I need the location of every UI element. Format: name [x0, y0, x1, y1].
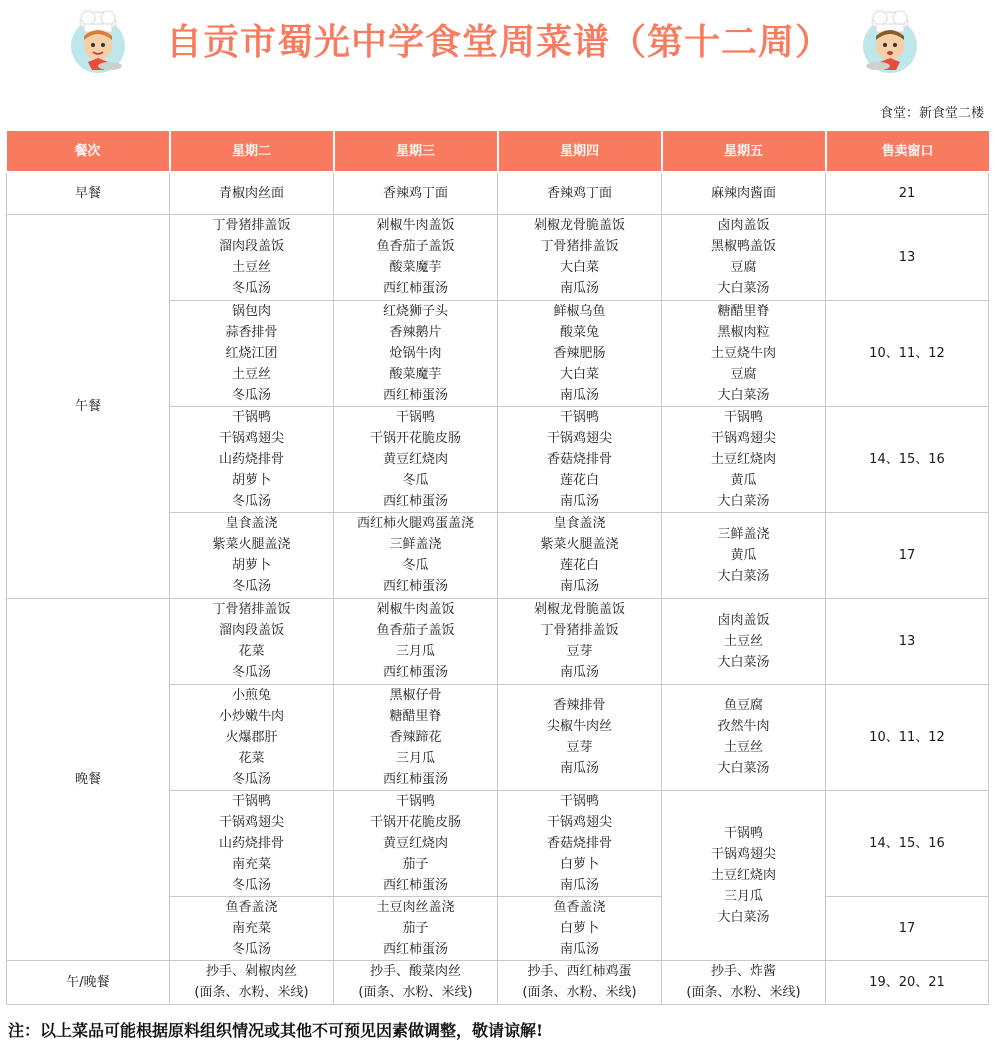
dish-item: 溜肉段盖饭 — [218, 239, 284, 254]
dish-item: 南瓜汤 — [559, 387, 599, 403]
dish-item: 三鲜盖浇 — [717, 526, 770, 542]
dish-item: (面条、水粉、米线) — [358, 985, 473, 1000]
dish-item: 三月瓜 — [395, 644, 435, 659]
dish-item: 三月瓜 — [723, 888, 763, 904]
dish-item: 土豆丝 — [723, 740, 763, 755]
dish-item: 黄豆红烧肉 — [382, 835, 448, 851]
dish-item: 蒜香排骨 — [225, 324, 278, 340]
dish-cell — [498, 512, 662, 598]
dish-item: 黑椒鸭盖饭 — [710, 239, 776, 254]
dish-item: 冬瓜汤 — [231, 579, 271, 594]
dish-item: 南充菜 — [231, 920, 271, 936]
dish-cell — [334, 790, 498, 896]
window-cell: 17 — [826, 512, 989, 598]
dish-item: 西红柿蛋汤 — [382, 579, 448, 594]
dish-item: 南瓜汤 — [559, 579, 599, 594]
dish-item: 三鲜盖浇 — [389, 537, 442, 552]
dish-cell — [334, 214, 498, 300]
menu-body — [7, 172, 989, 1004]
column-header: 星期五 — [662, 131, 826, 172]
dish-item: 白萝卜 — [559, 920, 599, 936]
dish-item: 干锅鸡翅尖 — [710, 846, 776, 862]
dish-item: 酸菜魔芋 — [389, 260, 442, 275]
dish-item: 抄手、剁椒肉丝 — [205, 964, 297, 979]
dish-item: 花菜 — [238, 750, 265, 766]
dish-item: 南瓜汤 — [559, 493, 599, 509]
dish-item: 香菇烧排骨 — [546, 451, 612, 467]
dish-item: 土豆肉丝盖浇 — [376, 899, 455, 915]
dish-item: 鱼香盖浇 — [553, 899, 606, 915]
dish-item: 香菇烧排骨 — [546, 835, 612, 851]
dish-item: 土豆烧牛肉 — [710, 345, 776, 361]
dish-item: 黑椒仔骨 — [389, 687, 442, 703]
table-row — [7, 214, 989, 300]
dish-item: 南瓜汤 — [559, 761, 599, 776]
dish-item: 干锅鸭 — [559, 793, 599, 809]
dish-item: 干锅开花脆皮肠 — [369, 430, 461, 446]
dish-cell — [170, 896, 334, 960]
page-header — [0, 0, 998, 90]
dish-item: 鱼香盖浇 — [225, 899, 278, 915]
dish-cell — [498, 406, 662, 512]
dish-item: 黄豆红烧肉 — [382, 451, 448, 467]
dish-item: 西红柿蛋汤 — [382, 493, 448, 509]
dish-item: 丁骨猪排盖饭 — [212, 602, 291, 617]
dish-cell: 麻辣肉酱面 — [662, 172, 826, 214]
dish-item: 香辣鹅片 — [389, 324, 442, 340]
dish-item: 溜肉段盖饭 — [218, 623, 284, 638]
dish-cell — [170, 300, 334, 406]
dish-cell — [170, 684, 334, 790]
dish-item: 茄子 — [402, 920, 429, 936]
dish-item: 剁椒牛肉盖饭 — [376, 218, 455, 233]
dish-item: 南瓜汤 — [559, 665, 599, 680]
dish-cell — [334, 406, 498, 512]
dish-item: 土豆丝 — [231, 366, 271, 382]
window-cell: 10、11、12 — [826, 684, 989, 790]
dish-item: 豆芽 — [566, 644, 593, 659]
dish-item: 豆腐 — [730, 366, 757, 382]
dish-item: 冬瓜汤 — [231, 941, 271, 957]
dish-item: 大白菜汤 — [717, 654, 770, 670]
table-row — [7, 598, 989, 684]
dish-item: 茄子 — [402, 856, 429, 872]
dish-cell — [662, 684, 826, 790]
dish-item: (面条、水粉、米线) — [686, 985, 801, 1000]
chef-mascot-icon — [858, 6, 922, 76]
canteen-location: 食堂：新食堂二楼 — [879, 106, 984, 121]
dish-item: 山药烧排骨 — [218, 451, 284, 467]
dish-item: 胡萝卜 — [231, 558, 271, 573]
dish-cell — [662, 512, 826, 598]
dish-item: 皇食盖浇 — [553, 516, 606, 531]
dish-item: 冬瓜汤 — [231, 877, 271, 893]
window-cell: 10、11、12 — [826, 300, 989, 406]
dish-cell — [334, 896, 498, 960]
dish-item: 干锅鸡翅尖 — [546, 814, 612, 830]
dish-item: 冬瓜汤 — [231, 281, 271, 296]
dish-item: 干锅鸡翅尖 — [710, 430, 776, 446]
dish-item: 西红柿蛋汤 — [382, 941, 448, 957]
dish-item: 酸菜魔芋 — [389, 366, 442, 382]
dish-item: 南瓜汤 — [559, 877, 599, 893]
dish-item: 黑椒肉粒 — [717, 324, 770, 340]
dish-item: 西红柿蛋汤 — [382, 771, 448, 787]
dish-item: 小炒嫩牛肉 — [218, 708, 284, 724]
dish-item: 红烧狮子头 — [382, 303, 448, 319]
page-title: 自贡市蜀光中学食堂周菜谱（第十二周） — [165, 22, 832, 63]
window-cell: 17 — [826, 896, 989, 960]
window-cell: 13 — [826, 214, 989, 300]
dish-item: 西红柿蛋汤 — [382, 877, 448, 893]
meal-label: 午/晚餐 — [7, 960, 170, 1004]
dish-cell — [170, 598, 334, 684]
dish-item: 冬瓜汤 — [231, 493, 271, 509]
dish-item: 抄手、酸菜肉丝 — [369, 964, 461, 979]
dish-item: 鱼香茄子盖饭 — [376, 623, 455, 638]
dish-item: 南瓜汤 — [559, 281, 599, 296]
dish-item: 香辣排骨 — [553, 698, 606, 713]
dish-item: 土豆红烧肉 — [710, 867, 776, 883]
dish-item: 大白菜 — [559, 366, 599, 382]
dish-item: 西红柿蛋汤 — [382, 387, 448, 403]
dish-item: 大白菜汤 — [717, 281, 770, 296]
dish-cell — [662, 598, 826, 684]
window-cell: 14、15、16 — [826, 406, 989, 512]
dish-item: 大白菜汤 — [717, 909, 770, 925]
dish-cell: 香辣鸡丁面 — [334, 172, 498, 214]
meal-label: 午餐 — [7, 214, 170, 598]
dish-item: 干锅鸡翅尖 — [218, 814, 284, 830]
dish-item: 胡萝卜 — [231, 472, 271, 488]
dish-item: 西红柿火腿鸡蛋盖浇 — [356, 516, 474, 531]
dish-item: 干锅鸡翅尖 — [218, 430, 284, 446]
dish-item: 大白菜汤 — [717, 493, 770, 509]
dish-item: 西红柿蛋汤 — [382, 665, 448, 680]
dish-cell: 香辣鸡丁面 — [498, 172, 662, 214]
dish-item: 紫菜火腿盖浇 — [212, 537, 291, 552]
dish-item: 南充菜 — [231, 856, 271, 872]
dish-item: 丁骨猪排盖饭 — [540, 239, 619, 254]
dish-item: (面条、水粉、米线) — [522, 985, 637, 1000]
column-header: 售卖窗口 — [826, 131, 989, 172]
dish-cell — [662, 406, 826, 512]
dish-item: 白萝卜 — [559, 856, 599, 872]
dish-item: 土豆红烧肉 — [710, 451, 776, 467]
column-header: 星期四 — [498, 131, 662, 172]
dish-item: 炝锅牛肉 — [389, 345, 442, 361]
meal-label: 晚餐 — [7, 598, 170, 960]
dish-item: 豆腐 — [730, 260, 757, 275]
dish-item: 糖醋里脊 — [389, 708, 442, 724]
dish-item: 花菜 — [238, 644, 265, 659]
dish-item: 大白菜汤 — [717, 568, 770, 584]
table-row — [7, 172, 989, 214]
dish-cell: 青椒肉丝面 — [170, 172, 334, 214]
dish-cell — [662, 960, 826, 1004]
dish-cell — [334, 598, 498, 684]
dish-cell — [498, 598, 662, 684]
dish-cell — [334, 684, 498, 790]
dish-cell — [334, 300, 498, 406]
dish-item: (面条、水粉、米线) — [194, 985, 309, 1000]
dish-item: 鱼香茄子盖饭 — [376, 239, 455, 254]
dish-cell — [170, 960, 334, 1004]
dish-item: 剁椒牛肉盖饭 — [376, 602, 455, 617]
window-cell: 21 — [826, 172, 989, 214]
dish-item: 三月瓜 — [395, 750, 435, 766]
window-cell: 13 — [826, 598, 989, 684]
dish-cell — [498, 790, 662, 896]
dish-item: 鲜椒乌鱼 — [553, 303, 606, 319]
dish-item: 干锅鸭 — [723, 409, 763, 425]
dish-item: 抄手、炸酱 — [710, 964, 776, 979]
dish-item: 糖醋里脊 — [717, 303, 770, 319]
dish-item: 孜然牛肉 — [717, 719, 770, 734]
dish-item: 香辣蹄花 — [389, 729, 442, 745]
dish-cell — [498, 896, 662, 960]
dish-item: 冬瓜汤 — [231, 665, 271, 680]
dish-cell — [498, 684, 662, 790]
dish-item: 尖椒牛肉丝 — [546, 719, 612, 734]
dish-cell — [334, 960, 498, 1004]
dish-item: 西红柿蛋汤 — [382, 281, 448, 296]
dish-item: 香辣肥肠 — [553, 345, 606, 361]
dish-item: 豆芽 — [566, 740, 593, 755]
dish-item: 干锅鸭 — [231, 409, 271, 425]
dish-item: 莲花白 — [559, 558, 599, 573]
dish-item: 干锅鸡翅尖 — [546, 430, 612, 446]
table-row — [7, 960, 989, 1004]
dish-item: 卤肉盖饭 — [717, 612, 770, 628]
window-cell: 14、15、16 — [826, 790, 989, 896]
dish-item: 剁椒龙骨脆盖饭 — [533, 218, 625, 233]
dish-item: 大白菜 — [559, 260, 599, 275]
dish-item: 干锅鸭 — [723, 825, 763, 841]
dish-item: 抄手、西红柿鸡蛋 — [527, 964, 632, 979]
window-cell: 19、20、21 — [826, 960, 989, 1004]
dish-item: 干锅鸭 — [231, 793, 271, 809]
dish-cell — [170, 512, 334, 598]
dish-item: 酸菜兔 — [559, 324, 599, 340]
dish-item: 紫菜火腿盖浇 — [540, 537, 619, 552]
dish-item: 丁骨猪排盖饭 — [212, 218, 291, 233]
dish-item: 火爆郡肝 — [225, 729, 278, 745]
footnote: 注：以上菜品可能根据原料组织情况或其他不可预见因素做调整，敬请谅解! — [8, 1021, 544, 1040]
weekly-menu-table — [6, 131, 989, 1005]
dish-item: 黄瓜 — [730, 472, 757, 488]
dish-item: 红烧江团 — [225, 345, 278, 361]
dish-item: 干锅鸭 — [395, 409, 435, 425]
dish-item: 冬瓜汤 — [231, 771, 271, 787]
dish-item: 土豆丝 — [231, 260, 271, 275]
dish-cell — [334, 512, 498, 598]
dish-item: 小煎兔 — [231, 687, 271, 703]
column-header: 星期二 — [170, 131, 334, 172]
dish-cell — [498, 960, 662, 1004]
dish-cell — [498, 300, 662, 406]
dish-item: 冬瓜汤 — [231, 387, 271, 403]
dish-item: 干锅开花脆皮肠 — [369, 814, 461, 830]
dish-item: 剁椒龙骨脆盖饭 — [533, 602, 625, 617]
dish-cell — [498, 214, 662, 300]
dish-item: 皇食盖浇 — [225, 516, 278, 531]
dish-item: 莲花白 — [559, 472, 599, 488]
dish-cell — [662, 214, 826, 300]
table-header-row — [7, 131, 989, 172]
dish-item: 冬瓜 — [402, 472, 429, 488]
dish-cell — [662, 790, 826, 960]
dish-item: 锅包肉 — [231, 303, 271, 319]
dish-item: 冬瓜 — [402, 558, 429, 573]
dish-item: 干锅鸭 — [395, 793, 435, 809]
column-header: 餐次 — [7, 131, 170, 172]
dish-item: 丁骨猪排盖饭 — [540, 623, 619, 638]
meal-label: 早餐 — [7, 172, 170, 214]
dish-item: 干锅鸭 — [559, 409, 599, 425]
column-header: 星期三 — [334, 131, 498, 172]
dish-item: 卤肉盖饭 — [717, 218, 770, 233]
dish-item: 土豆丝 — [723, 633, 763, 649]
dish-item: 鱼豆腐 — [723, 698, 763, 713]
dish-cell — [170, 790, 334, 896]
dish-cell — [662, 300, 826, 406]
dish-cell — [170, 406, 334, 512]
dish-item: 山药烧排骨 — [218, 835, 284, 851]
dish-cell — [170, 214, 334, 300]
dish-item: 大白菜汤 — [717, 387, 770, 403]
dish-item: 黄瓜 — [730, 547, 757, 563]
dish-item: 南瓜汤 — [559, 941, 599, 957]
dish-item: 大白菜汤 — [717, 761, 770, 776]
